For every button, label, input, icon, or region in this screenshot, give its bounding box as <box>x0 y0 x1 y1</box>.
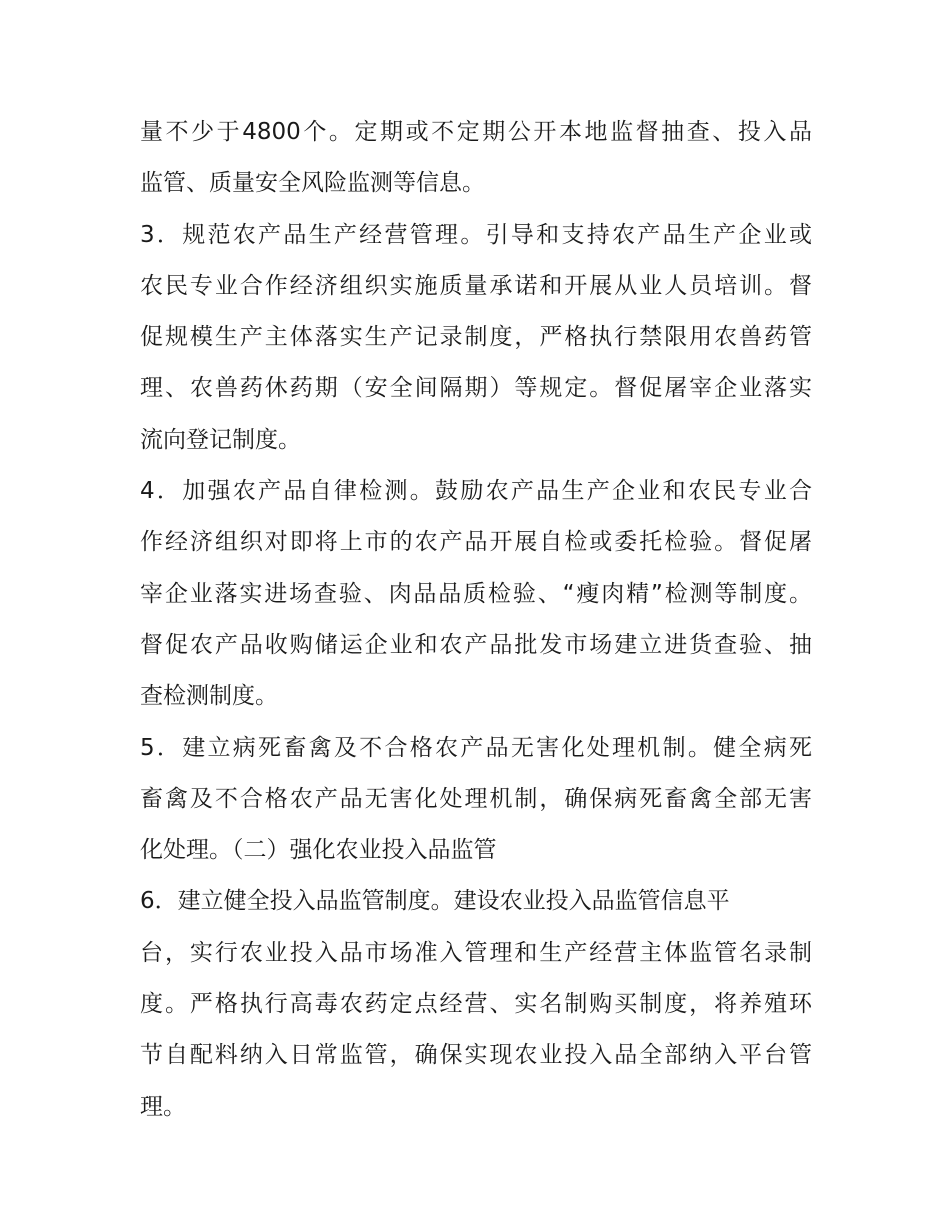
text-line: 畜禽及不合格农产品无害化处理机制，确保病死畜禽全部无害 <box>140 785 812 812</box>
text-line: 化处理。（二）强化农业投入品监管 <box>140 837 497 864</box>
text-line: 督促农产品收购储运企业和农产品批发市场建立进货查验、抽 <box>140 631 812 658</box>
text-line: 4．加强农产品自律检测。鼓励农产品生产企业和农民专业合 <box>140 478 812 505</box>
document-body <box>140 107 812 1133</box>
text-line: 监管、质量安全风险监测等信息。 <box>140 170 485 197</box>
text-line: 量不少于4800个。定期或不定期公开本地监督抽查、投入品 <box>140 119 812 145</box>
text-line: 流向登记制度。 <box>140 426 301 453</box>
text-line: 查检测制度。 <box>140 683 278 710</box>
text-line: 节自配料纳入日常监管，确保实现农业投入品全部纳入平台管 <box>140 1042 812 1069</box>
text-line: 理。 <box>140 1093 186 1120</box>
text-line: 理、农兽药休药期（安全间隔期）等规定。督促屠宰企业落实 <box>140 375 812 402</box>
text-line: 6．建立健全投入品监管制度。建设农业投入品监管信息平 <box>140 888 730 915</box>
text-line: 台，实行农业投入品市场准入管理和生产经营主体监管名录制 <box>140 939 812 966</box>
text-line: 宰企业落实进场查验、肉品品质检验、“瘦肉精”检测等制度。 <box>140 580 812 607</box>
text-line: 3．规范农产品生产经营管理。引导和支持农产品生产企业或 <box>140 221 812 248</box>
text-line: 农民专业合作经济组织实施质量承诺和开展从业人员培训。督 <box>140 272 812 299</box>
text-line: 作经济组织对即将上市的农产品开展自检或委托检验。督促屠 <box>140 529 812 556</box>
text-line: 促规模生产主体落实生产记录制度，严格执行禁限用农兽药管 <box>140 324 812 351</box>
text-line: 度。严格执行高毒农药定点经营、实名制购买制度，将养殖环 <box>140 991 812 1018</box>
text-line: 5．建立病死畜禽及不合格农产品无害化处理机制。健全病死 <box>140 734 812 761</box>
